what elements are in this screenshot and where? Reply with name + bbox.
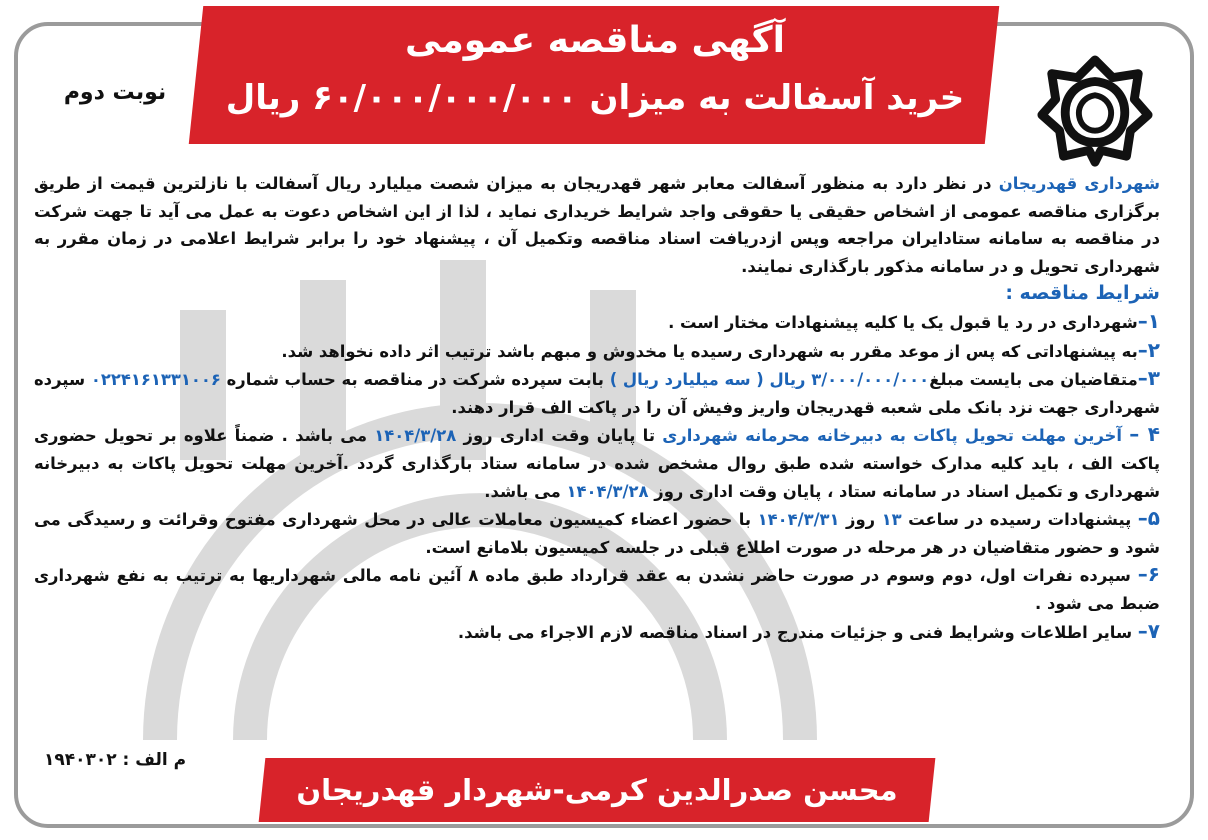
opening-date: ۱۴۰۴/۳/۳۱ — [757, 510, 840, 530]
intro-paragraph: شهرداری قهدریجان در نظر دارد به منظور آسفالت معابر شهر قهدریجان به میزان شصت میلیارد ریال آسفالت با نازلترین قیمت از طریق برگزاری مناقصه عمومی از اشخاص حقیقی یا حقوقی واجد شرایط خریداری نماید ، لذا از این اشخاص دعوت به عمل می آید تا جهت شرکت در مناقصه به سامانه ستادایران مراجعه وپس ازدریافت اسناد مناقصه وتکمیل آن ، پیشنهاد خود را برابر شرایط اعلامی در زمان مقرر به شهرداری تحویل و در سامانه مذکور بارگذاری نمایند. — [34, 174, 1160, 276]
condition-2: ۲–به پیشنهاداتی که پس از موعد مقرر به شهرداری رسیده یا مخدوش و مبهم باشد ترتیب اثر داده نخواهد شد. — [281, 337, 1160, 362]
condition-3: ۳–متقاضیان می بایست مبلغ۳/۰۰۰/۰۰۰/۰۰۰ ریال ( سه میلیارد ریال ) بابت سپرده شرکت در مناقصه به حساب شماره ۰۲۲۴۱۶۱۳۳۱۰۰۶ سپرده شهرداری جهت نزد بانک ملی شعبه قهدریجان واریز وفیش آن را در پاکت الف قرار دهند. — [34, 366, 1160, 417]
org-name: شهرداری قهدریجان — [998, 174, 1160, 193]
condition-1: ۱–شهرداری در رد یا قبول یک یا کلیه پیشنهادات مختار است . — [668, 308, 1160, 333]
purpose-text: آسفالت معابر شهر قهدریجان به میزان شصت میلیارد ریال آسفالت با نازلترین قیمت — [109, 174, 806, 193]
conditions-title: شرایط مناقصه : — [1005, 282, 1160, 305]
reference-number: م الف : ۱۹۴۰۳۰۲ — [44, 750, 187, 770]
condition-7: ۷– سایر اطلاعات وشرایط فنی و جزئیات مندرج در اسناد مناقصه لازم الاجراء می باشد. — [457, 618, 1160, 643]
condition-5: ۵– پیشنهادات رسیده در ساعت ۱۳ روز ۱۴۰۴/۳/۳۱ با حضور اعضاء کمیسیون معاملات عالی در محل شهرداری مفتوح وقرائت و رسیدگی می شود و حضور متقاضیان در هر مرحله در صورت اطلاع قبلی در جلسه کمیسیون بلامانع است. — [34, 506, 1160, 557]
notice-subtitle: خرید آسفالت به میزان ۶۰/۰۰۰/۰۰۰/۰۰۰ ریال — [225, 78, 965, 118]
deposit-amount: ۳/۰۰۰/۰۰۰/۰۰۰ ریال ( سه میلیارد ریال ) — [609, 370, 930, 390]
signature-line: محسن صدرالدین کرمی-شهردار قهدریجان — [296, 773, 898, 807]
opening-hour: ۱۳ — [881, 510, 902, 530]
deadline-date-2: ۱۴۰۴/۳/۲۸ — [566, 481, 649, 501]
account-number: ۰۲۲۴۱۶۱۳۳۱۰۰۶ — [90, 370, 221, 390]
municipality-logo-icon — [1036, 52, 1154, 170]
condition-6: ۶– سپرده نفرات اول، دوم وسوم در صورت حاضر نشدن به عقد قرارداد طبق ماده ۸ آئین نامه مالی شهرداریها به ترتیب به نفع شهرداری ضبط می شود . — [34, 562, 1160, 613]
notice-body — [34, 170, 1160, 646]
condition-4: ۴ – آخرین مهلت تحویل پاکات به دبیرخانه محرمانه شهرداری تا پایان وقت اداری روز ۱۴۰۴/۳/۲۸ می باشد . ضمناً علاوه بر تحویل حضوری پاکت الف ، باید کلیه مدارک خواسته شده طبق روال مشخص شده در سامانه ستاد بارگذاری گردد .آخرین مهلت تحویل پاکات به دبیرخانه شهرداری و تکمیل اسناد در سامانه ستاد ، پایان وقت اداری روز ۱۴۰۴/۳/۲۸ می باشد. — [34, 422, 1160, 501]
notice-title: آگهی مناقصه عمومی — [405, 20, 785, 61]
round-label: نوبت دوم — [63, 80, 167, 105]
deadline-date: ۱۴۰۴/۳/۲۸ — [374, 426, 457, 446]
